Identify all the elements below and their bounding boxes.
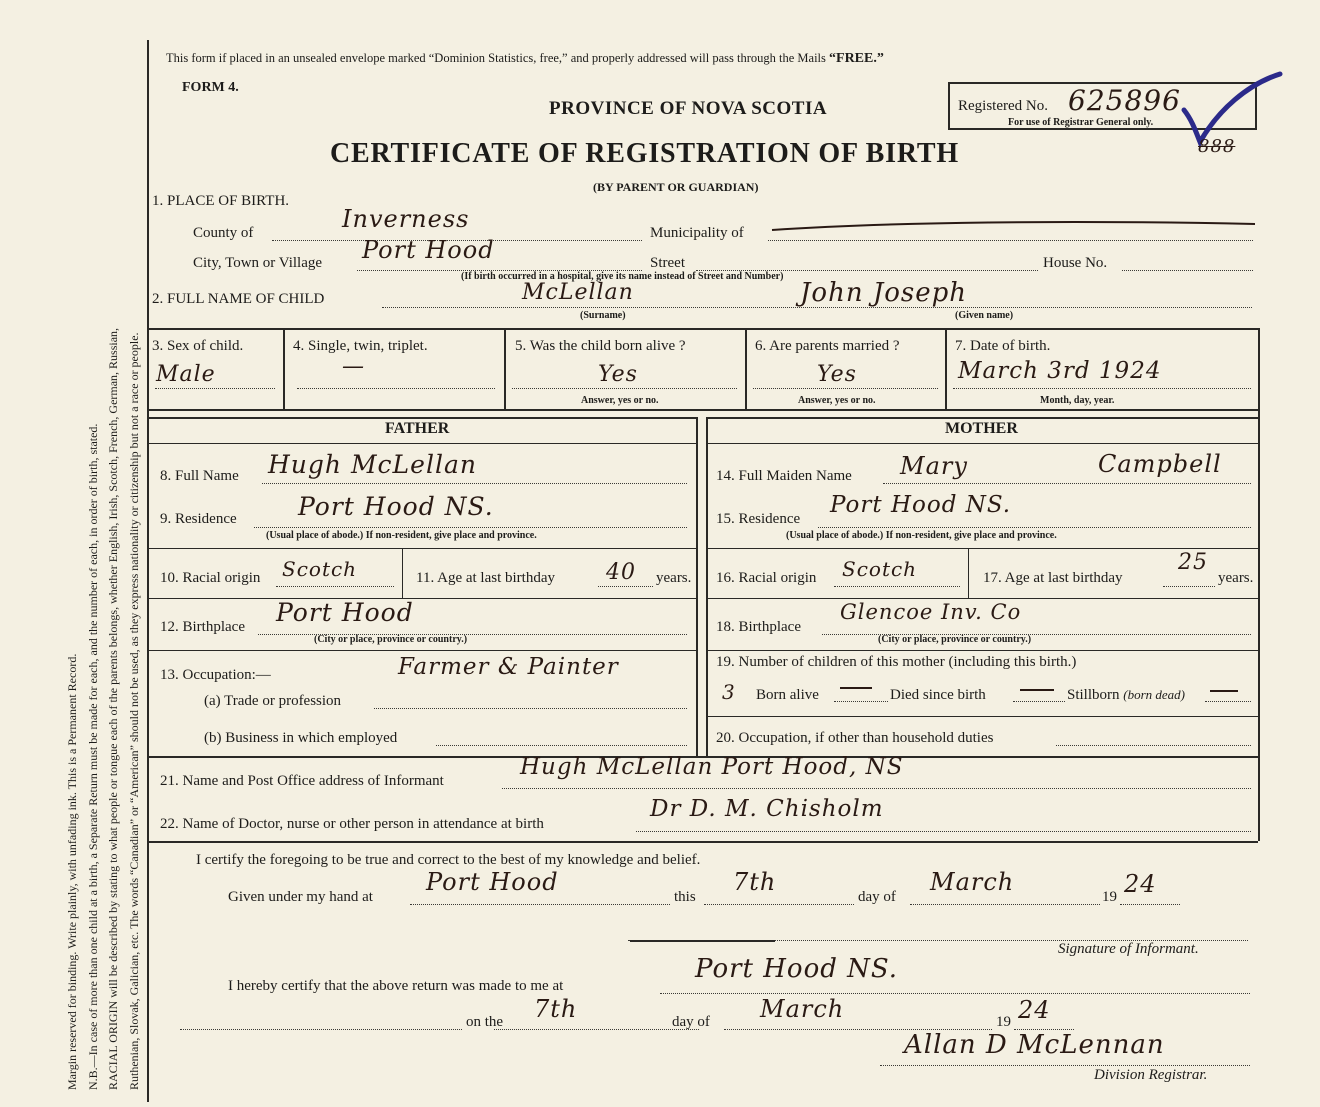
- given-year-value: 24: [1124, 870, 1157, 898]
- given-under-hand-label: Given under my hand at: [228, 889, 373, 905]
- mother-birthplace-value: Glencoe Inv. Co: [840, 600, 1022, 624]
- registered-note: For use of Registrar General only.: [1008, 117, 1154, 128]
- married-value: Yes: [817, 362, 857, 387]
- father-name-value: Hugh McLellan: [268, 450, 477, 479]
- date-note: Month, day, year.: [1040, 395, 1115, 406]
- municipality-dash-mark: [770, 216, 1260, 236]
- hospital-note: (If birth occurred in a hospital, give its name instead of Street and Number): [461, 271, 784, 282]
- born-alive-count-line: [834, 701, 888, 702]
- father-right-rule: [696, 417, 698, 756]
- father-residence-value: Port Hood NS.: [298, 492, 494, 521]
- father-occupation-value: Farmer & Painter: [398, 654, 619, 680]
- mother-residence-line: [818, 527, 1251, 528]
- mother-age-value: 25: [1178, 550, 1208, 575]
- place-of-birth-heading: 1. PLACE OF BIRTH.: [152, 193, 290, 209]
- registered-number: 625896: [1068, 84, 1181, 117]
- father-birthplace-note: (City or place, province or country.): [314, 634, 468, 645]
- mother-row-rule-4: [706, 716, 1258, 717]
- city-value: Port Hood: [362, 236, 495, 264]
- mother-birthplace-label: 18. Birthplace: [716, 619, 801, 635]
- surname-note: (Surname): [580, 310, 626, 321]
- row3-top-rule: [148, 328, 1258, 330]
- father-occupation-label: 13. Occupation:—: [160, 667, 271, 683]
- mother-race-age-div: [968, 548, 969, 598]
- mother-residence-note: (Usual place of abode.) If non-resident, give place and province.: [786, 530, 1057, 541]
- father-heading: FATHER: [385, 420, 450, 437]
- registrar-day-value: 7th: [534, 995, 578, 1023]
- street-label: Street: [650, 255, 685, 271]
- margin-note-binding: Margin reserved for binding. Write plainly, with unfading ink. This is a Permanent Record.: [65, 653, 79, 1090]
- father-row-rule-2: [148, 598, 697, 599]
- certify-statement: I certify the foregoing to be true and correct to the best of my knowledge and belief.: [196, 852, 701, 868]
- house-label: House No.: [1043, 255, 1108, 271]
- father-race-age-div: [402, 548, 403, 598]
- given-place-line: [410, 904, 670, 905]
- city-label: City, Town or Village: [193, 255, 323, 271]
- mother-residence-value: Port Hood NS.: [830, 492, 1012, 518]
- registered-label: Registered No.: [958, 98, 1048, 114]
- mother-age-label: 17. Age at last birthday: [983, 570, 1123, 586]
- signature-of-informant-label: Signature of Informant.: [1058, 941, 1199, 957]
- plurality-label: 4. Single, twin, triplet.: [293, 338, 428, 354]
- mother-top-rule: [706, 417, 1258, 419]
- plurality-line: [297, 388, 495, 389]
- father-trade-label: (a) Trade or profession: [204, 693, 342, 709]
- father-trade-line: [374, 708, 687, 709]
- row3-div-2: [504, 328, 506, 409]
- mother-heading: MOTHER: [945, 420, 1018, 437]
- municipality-line: [768, 240, 1253, 241]
- married-line: [753, 388, 938, 389]
- registrar-signature: Allan D McLennan: [904, 1030, 1165, 1060]
- mother-occupation-line: [1056, 745, 1251, 746]
- informant-label: 21. Name and Post Office address of Informant: [160, 773, 444, 789]
- registrar-day-line: [494, 1029, 699, 1030]
- mother-race-line: [834, 586, 960, 587]
- father-name-line: [262, 483, 687, 484]
- children-born-alive-label: Born alive: [756, 687, 819, 703]
- doctor-value: Dr D. M. Chisholm: [650, 796, 884, 822]
- father-business-line: [436, 745, 687, 746]
- mail-notice: This form if placed in an unsealed envelope marked “Dominion Statistics, free,” and properly addressed will pass through the Mails “FREE.”: [166, 51, 884, 66]
- doctor-line: [636, 831, 1251, 832]
- father-residence-line: [254, 527, 687, 528]
- father-row-rule-3: [148, 650, 697, 651]
- province-title: PROVINCE OF NOVA SCOTIA: [549, 98, 828, 119]
- married-label: 6. Are parents married ?: [755, 338, 900, 354]
- given-name-note: (Given name): [955, 310, 1014, 321]
- given-day-line: [704, 904, 854, 905]
- county-value: Inverness: [342, 205, 470, 233]
- born-alive-note: Answer, yes or no.: [581, 395, 659, 406]
- died-line: [1013, 701, 1065, 702]
- born-alive-line: [512, 388, 737, 389]
- registered-extra-mark: 888: [1198, 136, 1236, 157]
- mother-name-label: 14. Full Maiden Name: [716, 468, 852, 484]
- died-since-birth-label: Died since birth: [890, 687, 986, 703]
- married-note: Answer, yes or no.: [798, 395, 876, 406]
- certify-rule: [148, 841, 1258, 843]
- father-birthplace-value: Port Hood: [276, 598, 414, 627]
- row3-bottom-rule: [148, 409, 1258, 411]
- heading-rule-father: [148, 443, 697, 444]
- given-place-value: Port Hood: [426, 868, 559, 896]
- sex-value: Male: [156, 362, 216, 387]
- mother-row-rule-2: [706, 598, 1258, 599]
- registrar-signature-line: [880, 1065, 1250, 1066]
- sex-line: [155, 388, 275, 389]
- mother-first-name: Mary: [900, 452, 968, 480]
- registrar-place-value: Port Hood NS.: [695, 954, 899, 984]
- father-race-label: 10. Racial origin: [160, 570, 261, 586]
- mother-race-value: Scotch: [842, 557, 918, 581]
- father-years-label: years.: [656, 570, 692, 586]
- doctor-label: 22. Name of Doctor, nurse or other person in attendance at birth: [160, 816, 544, 832]
- born-alive-count: 3: [722, 680, 736, 704]
- father-age-value: 40: [606, 560, 636, 585]
- stillborn-dash: [1210, 690, 1238, 692]
- on-the-label: on the: [466, 1014, 504, 1030]
- mother-years-label: years.: [1218, 570, 1254, 586]
- stillborn-line: [1205, 701, 1251, 702]
- row3-div-3: [745, 328, 747, 409]
- mother-row-rule-3: [706, 650, 1258, 651]
- mother-last-name: Campbell: [1098, 450, 1222, 478]
- given-month-value: March: [930, 868, 1015, 896]
- given-month-line: [910, 904, 1100, 905]
- born-alive-value: Yes: [598, 362, 638, 387]
- mother-birthplace-note: (City or place, province or country.): [878, 634, 1032, 645]
- died-dash: [1020, 689, 1054, 691]
- registrar-year-value: 24: [1018, 996, 1051, 1024]
- registrar-month-value: March: [760, 995, 845, 1023]
- certificate-subtitle: (BY PARENT OR GUARDIAN): [593, 180, 759, 194]
- given-year-line: [1120, 904, 1180, 905]
- father-row-rule-1: [148, 548, 697, 549]
- registrar-year-prefix: 19: [996, 1014, 1011, 1030]
- given-day-of-label: day of: [858, 889, 896, 905]
- mother-occupation-label: 20. Occupation, if other than household duties: [716, 730, 994, 746]
- house-line: [1122, 270, 1253, 271]
- row3-div-1: [283, 328, 285, 409]
- date-label: 7. Date of birth.: [955, 338, 1051, 354]
- father-age-label: 11. Age at last birthday: [416, 570, 555, 586]
- binding-rule: [147, 40, 149, 1102]
- registrar-statement: I hereby certify that the above return was made to me at: [228, 978, 564, 994]
- plurality-value: —: [342, 354, 365, 379]
- born-alive-dash: [840, 687, 872, 689]
- father-birthplace-label: 12. Birthplace: [160, 619, 245, 635]
- margin-note-nb: N.B.—In case of more than one child at a birth, a Separate Return must be made for each, and the number of each, in order of birth, stated.: [85, 423, 100, 1090]
- municipality-label: Municipality of: [650, 225, 744, 241]
- margin-note-racial-cont: Ruthenian, Slovak, Galician, etc. The words “Canadian” or “American” should not be used, as they express nationality or citizenship but not a race or people.: [126, 332, 141, 1090]
- margin-note-racial: RACIAL ORIGIN will be described by stating to what people or tongue each of the parents belongs, whether English, Irish, Scotch, French, German, Russian,: [106, 327, 120, 1090]
- father-residence-label: 9. Residence: [160, 511, 237, 527]
- children-count-label: 19. Number of children of this mother (including this birth.): [716, 654, 1077, 670]
- informant-line: [502, 788, 1251, 789]
- father-race-value: Scotch: [282, 557, 358, 581]
- date-line: [953, 388, 1251, 389]
- given-day-value: 7th: [733, 868, 777, 896]
- father-race-line: [276, 586, 394, 587]
- given-year-prefix: 19: [1102, 889, 1117, 905]
- mother-race-label: 16. Racial origin: [716, 570, 817, 586]
- child-name-label: 2. FULL NAME OF CHILD: [152, 291, 325, 307]
- form-number: FORM 4.: [182, 80, 239, 95]
- mother-residence-label: 15. Residence: [716, 511, 801, 527]
- date-value: March 3rd 1924: [958, 358, 1162, 384]
- informant-value: Hugh McLellan Port Hood, NS: [520, 754, 904, 780]
- father-residence-note: (Usual place of abode.) If non-resident, give place and province.: [266, 530, 537, 541]
- child-given-name: John Joseph: [800, 278, 968, 308]
- right-border: [1258, 328, 1260, 841]
- mother-age-line: [1163, 586, 1215, 587]
- father-top-rule: [148, 417, 697, 419]
- mother-row-rule-1: [706, 548, 1258, 549]
- informant-signature-mark: [630, 940, 775, 942]
- father-age-line: [598, 586, 653, 587]
- stillborn-label: Stillborn (born dead): [1067, 687, 1186, 703]
- heading-rule-mother: [706, 443, 1258, 444]
- free-label: “FREE.”: [829, 51, 884, 66]
- division-registrar-label: Division Registrar.: [1094, 1067, 1208, 1083]
- child-surname: McLellan: [522, 280, 634, 305]
- certificate-title: CERTIFICATE OF REGISTRATION OF BIRTH: [330, 138, 959, 169]
- county-label: County of: [193, 225, 254, 241]
- father-name-label: 8. Full Name: [160, 468, 239, 484]
- born-alive-label: 5. Was the child born alive ?: [515, 338, 686, 354]
- row3-div-4: [945, 328, 947, 409]
- mother-name-line: [883, 483, 1251, 484]
- registrar-day-of-label: day of: [672, 1014, 710, 1030]
- this-label: this: [674, 889, 696, 905]
- mother-left-rule: [706, 417, 708, 756]
- father-business-label: (b) Business in which employed: [204, 730, 398, 746]
- registrar-left-line: [180, 1029, 462, 1030]
- registrar-place-line: [660, 993, 1250, 994]
- sex-label: 3. Sex of child.: [152, 338, 244, 354]
